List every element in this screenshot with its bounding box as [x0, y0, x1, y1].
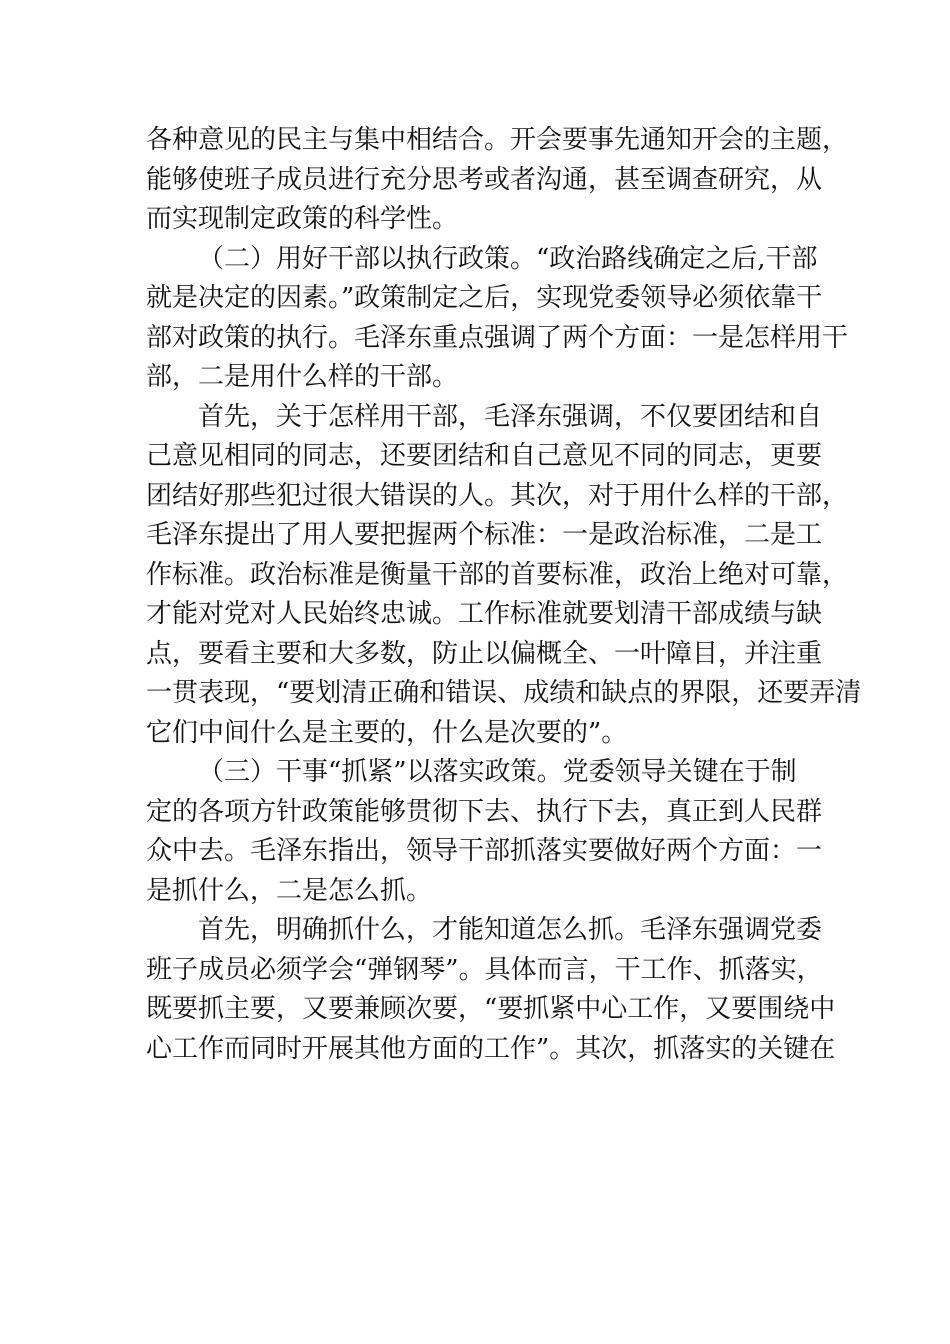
- text-line: 是抓什么，二是怎么抓。: [146, 875, 433, 906]
- text-line: 它们中间什么是主要的，什么是次要的”。: [146, 717, 628, 748]
- paragraph-start: 首先，关于怎样用干部，毛泽东强调，不仅要团结和自: [198, 401, 823, 432]
- section-heading-2: （二）用好干部以执行政策。“政治路线确定之后,干部: [198, 243, 818, 274]
- text-line: 定的各项方针政策能够贯彻下去、执行下去，真正到人民群: [146, 796, 823, 827]
- text-line: 部对政策的执行。毛泽东重点强调了两个方面：一是怎样用干: [146, 322, 849, 353]
- text-line: 部，二是用什么样的干部。: [146, 362, 459, 392]
- text-line: 班子成员必须学会“弹钢琴”。具体而言，干工作、抓落实，: [146, 954, 823, 985]
- text-line: 作标准。政治标准是衡量干部的首要标准，政治上绝对可靠，: [146, 559, 849, 590]
- text-line: 既要抓主要，又要兼顾次要，“要抓紧中心工作，又要围绕中: [146, 994, 836, 1024]
- text-line: 能够使班子成员进行充分思考或者沟通，甚至调查研究，从: [146, 164, 823, 195]
- text-line: 己意见相同的同志，还要团结和自己意见不同的同志，更要: [146, 441, 823, 471]
- text-line: 一贯表现，“要划清正确和错误、成绩和缺点的界限，还要弄清: [146, 678, 862, 708]
- text-line: 点，要看主要和大多数，防止以偏概全、一叶障目，并注重: [146, 638, 823, 669]
- text-line: 而实现制定政策的科学性。: [146, 204, 459, 234]
- section-heading-3: （三）干事“抓紧”以落实政策。党委领导关键在于制: [198, 757, 797, 787]
- text-line: 众中去。毛泽东指出，领导干部抓落实要做好两个方面：一: [146, 836, 823, 866]
- text-line: 各种意见的民主与集中相结合。开会要事先通知开会的主题，: [146, 125, 849, 155]
- text-line: 毛泽东提出了用人要把握两个标准：一是政治标准，二是工: [146, 520, 823, 550]
- body-text: [146, 121, 862, 1069]
- text-line: 团结好那些犯过很大错误的人。其次，对于用什么样的干部，: [146, 480, 849, 511]
- text-line: 就是决定的因素。”政策制定之后，实现党委领导必须依靠干: [146, 283, 823, 313]
- text-line: 心工作而同时开展其他方面的工作”。其次，抓落实的关键在: [146, 1033, 836, 1064]
- text-line: 才能对党对人民始终忠诚。工作标准就要划清干部成绩与缺: [146, 599, 823, 629]
- paragraph-start: 首先，明确抓什么，才能知道怎么抓。毛泽东强调党委: [198, 915, 823, 945]
